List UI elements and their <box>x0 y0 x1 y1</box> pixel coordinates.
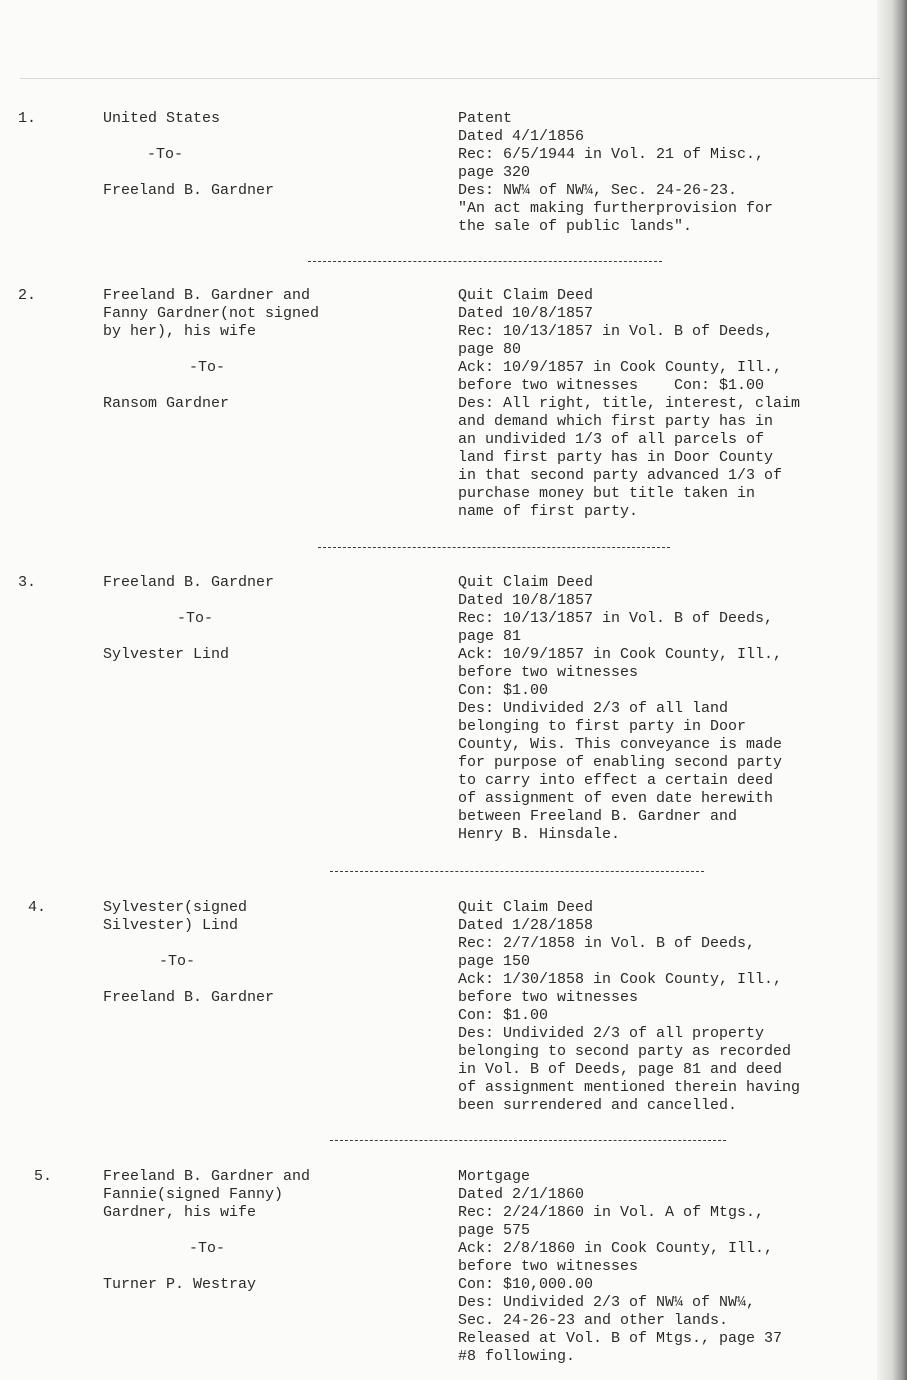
entry-record <box>458 287 878 521</box>
record-line: before two witnesses Con: $1.00 <box>458 377 765 394</box>
record-line: Dated 2/1/1860 <box>458 1186 585 1203</box>
record-line: Ack: 10/9/1857 in Cook County, Ill., <box>458 359 783 376</box>
to-label: -To- <box>189 1240 226 1257</box>
record-line: page 150 <box>458 953 531 970</box>
record-line: in Vol. B of Deeds, page 81 and deed <box>458 1061 783 1078</box>
record-line: page 575 <box>458 1222 531 1239</box>
record-line: an undivided 1/3 of all parcels of <box>458 431 765 448</box>
entry-record <box>458 110 878 236</box>
record-line: Ack: 1/30/1858 in Cook County, Ill., <box>458 971 783 988</box>
record-line: County, Wis. This conveyance is made <box>458 736 783 753</box>
record-line: Con: $1.00 <box>458 1007 549 1024</box>
to-label: -To- <box>189 359 226 376</box>
record-line: Des: Undivided 2/3 of all property <box>458 1025 765 1042</box>
record-line: Dated 10/8/1857 <box>458 592 594 609</box>
record-line: for purpose of enabling second party <box>458 754 783 771</box>
entry-number: 3. <box>18 574 37 591</box>
grantor-line: Freeland B. Gardner and <box>103 287 311 304</box>
entry-number: 1. <box>18 110 37 127</box>
entry-separator <box>318 547 670 548</box>
scan-edge-shadow <box>877 0 907 1380</box>
record-line: belonging to first party in Door <box>458 718 747 735</box>
record-line: Des: All right, title, interest, claim <box>458 395 801 412</box>
record-line: Des: Undivided 2/3 of all land <box>458 700 729 717</box>
record-line: #8 following. <box>458 1348 576 1365</box>
grantor-line: Silvester) Lind <box>103 917 239 934</box>
grantor-line: Freeland B. Gardner <box>103 574 275 591</box>
grantee: Freeland B. Gardner <box>103 182 275 199</box>
record-line: Rec: 6/5/1944 in Vol. 21 of Misc., <box>458 146 765 163</box>
grantor-line: Sylvester(signed <box>103 899 248 916</box>
record-line: "An act making furtherprovision for <box>458 200 774 217</box>
entry-number: 5. <box>34 1168 53 1185</box>
record-line: to carry into effect a certain deed <box>458 772 774 789</box>
record-line: Quit Claim Deed <box>458 899 594 916</box>
record-line: Ack: 2/8/1860 in Cook County, Ill., <box>458 1240 774 1257</box>
record-line: page 80 <box>458 341 522 358</box>
record-line: Patent <box>458 110 513 127</box>
grantee: Sylvester Lind <box>103 646 230 663</box>
record-line: the sale of public lands". <box>458 218 693 235</box>
grantor-line: United States <box>103 110 221 127</box>
record-line: Rec: 10/13/1857 in Vol. B of Deeds, <box>458 610 774 627</box>
grantor-line: Fanny Gardner(not signed <box>103 305 320 322</box>
record-line: Dated 10/8/1857 <box>458 305 594 322</box>
record-line: page 320 <box>458 164 531 181</box>
record-line: Des: NW¼ of NW¼, Sec. 24-26-23. <box>458 182 738 199</box>
record-line: Dated 1/28/1858 <box>458 917 594 934</box>
entry-record <box>458 1168 878 1366</box>
record-line: between Freeland B. Gardner and <box>458 808 738 825</box>
record-line: Rec: 2/24/1860 in Vol. A of Mtgs., <box>458 1204 765 1221</box>
record-line: Con: $10,000.00 <box>458 1276 594 1293</box>
entry-parties <box>103 574 433 664</box>
record-line: been surrendered and cancelled. <box>458 1097 738 1114</box>
record-line: Quit Claim Deed <box>458 574 594 591</box>
entry-separator <box>330 871 704 872</box>
record-line: Henry B. Hinsdale. <box>458 826 621 843</box>
record-line: in that second party advanced 1/3 of <box>458 467 783 484</box>
record-line: before two witnesses <box>458 664 639 681</box>
to-label: -To- <box>159 953 196 970</box>
grantor-line: Fannie(signed Fanny) <box>103 1186 284 1203</box>
record-line: land first party has in Door County <box>458 449 774 466</box>
page-fold-line <box>20 78 880 79</box>
entry-number: 2. <box>18 287 37 304</box>
to-label: -To- <box>177 610 214 627</box>
record-line: Mortgage <box>458 1168 531 1185</box>
record-line: purchase money but title taken in <box>458 485 756 502</box>
record-line: Ack: 10/9/1857 in Cook County, Ill., <box>458 646 783 663</box>
record-line: Des: Undivided 2/3 of NW¼ of NW¼, <box>458 1294 756 1311</box>
record-line: before two witnesses <box>458 1258 639 1275</box>
entry-record <box>458 899 878 1115</box>
record-line: Rec: 2/7/1858 in Vol. B of Deeds, <box>458 935 756 952</box>
record-line: Rec: 10/13/1857 in Vol. B of Deeds, <box>458 323 774 340</box>
record-line: before two witnesses <box>458 989 639 1006</box>
record-line: Con: $1.00 <box>458 682 549 699</box>
entry-number: 4. <box>28 899 47 916</box>
record-line: Dated 4/1/1856 <box>458 128 585 145</box>
grantor-line: Gardner, his wife <box>103 1204 257 1221</box>
record-line: name of first party. <box>458 503 639 520</box>
grantee: Ransom Gardner <box>103 395 230 412</box>
record-line: and demand which first party has in <box>458 413 774 430</box>
entry-record <box>458 574 878 844</box>
grantee: Turner P. Westray <box>103 1276 257 1293</box>
record-line: Released at Vol. B of Mtgs., page 37 <box>458 1330 783 1347</box>
entry-separator <box>308 261 662 262</box>
record-line: page 81 <box>458 628 522 645</box>
record-line: of assignment mentioned therein having <box>458 1079 801 1096</box>
entry-separator <box>330 1140 726 1141</box>
grantor-line: by her), his wife <box>103 323 257 340</box>
grantee: Freeland B. Gardner <box>103 989 275 1006</box>
entry-parties <box>103 899 433 1007</box>
to-label: -To- <box>147 146 184 163</box>
entry-parties <box>103 1168 433 1294</box>
record-line: Sec. 24-26-23 and other lands. <box>458 1312 729 1329</box>
record-line: Quit Claim Deed <box>458 287 594 304</box>
entry-parties <box>103 110 433 200</box>
record-line: belonging to second party as recorded <box>458 1043 792 1060</box>
record-line: of assignment of even date herewith <box>458 790 774 807</box>
grantor-line: Freeland B. Gardner and <box>103 1168 311 1185</box>
entry-parties <box>103 287 433 413</box>
